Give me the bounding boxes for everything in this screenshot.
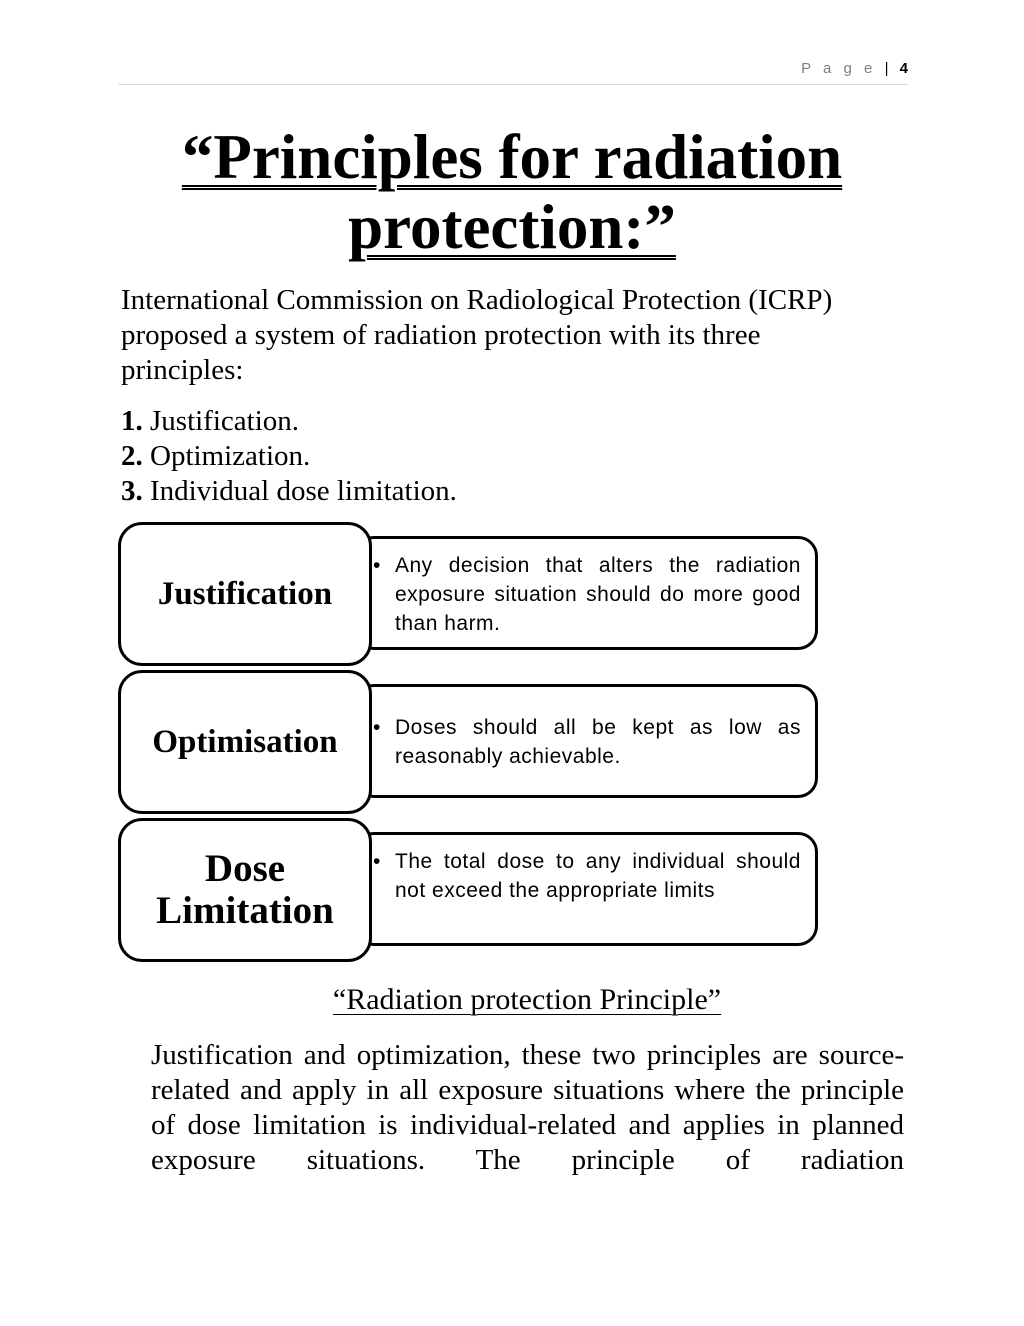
- principles-list: [121, 404, 457, 509]
- description-text: [373, 551, 801, 638]
- list-item: [121, 439, 457, 474]
- label-text-line-2: Limitation: [156, 889, 334, 932]
- list-item-number: 2.: [121, 440, 143, 472]
- body-paragraph: Justification and optimization, these two principles are source-related and apply in all exposure situations where the principle of dose limitation is individual-related and applies in planned exposure situations. The principle of radiation: [151, 1039, 904, 1176]
- page-number: 4: [899, 60, 908, 77]
- description-content: Doses should all be kept as low as reasonably achievable.: [395, 716, 801, 768]
- header-rule: [118, 84, 908, 85]
- principles-diagram: [118, 522, 824, 966]
- subtitle-text: “Radiation protection Principle”: [332, 983, 722, 1016]
- title-line-2: protection:”: [348, 192, 676, 262]
- description-content: Any decision that alters the radiation exposure situation should do more good than harm.: [395, 554, 801, 635]
- bullet: •: [373, 554, 381, 577]
- page-separator: |: [884, 60, 889, 77]
- list-item-text: Individual dose limitation.: [150, 475, 457, 507]
- list-item-text: Optimization.: [150, 440, 311, 472]
- description-content: The total dose to any individual should not exceed the appropriate limits: [395, 850, 801, 902]
- page-title: [110, 122, 914, 262]
- label-text-line-1: Dose: [204, 847, 286, 890]
- label-box: [118, 818, 372, 962]
- intro-paragraph: International Commission on Radiological Protection (ICRP) proposed a system of radiation protection with its three principles:: [121, 284, 833, 386]
- label-text: Justification: [157, 576, 333, 612]
- list-item-text: Justification.: [150, 405, 300, 437]
- page-label: P a g e: [801, 60, 877, 77]
- list-item: [121, 404, 457, 439]
- description-text: [373, 713, 801, 771]
- label-text: Optimisation: [152, 724, 338, 760]
- description-box: [354, 832, 818, 946]
- title-line-1: “Principles for radiation: [181, 122, 843, 192]
- description-box: [354, 536, 818, 650]
- list-item-number: 3.: [121, 475, 143, 507]
- label-box: [118, 522, 372, 666]
- bullet: •: [373, 850, 381, 873]
- label-box: [118, 670, 372, 814]
- diagram-row-dose-limitation: [118, 818, 824, 962]
- list-item-number: 1.: [121, 405, 143, 437]
- description-text: [373, 847, 801, 905]
- diagram-row-optimisation: [118, 670, 824, 814]
- page-number-header: [801, 60, 908, 77]
- bullet: •: [373, 716, 381, 739]
- description-box: [354, 684, 818, 798]
- list-item: [121, 474, 457, 509]
- diagram-row-justification: [118, 522, 824, 666]
- section-subtitle: [0, 980, 1024, 1020]
